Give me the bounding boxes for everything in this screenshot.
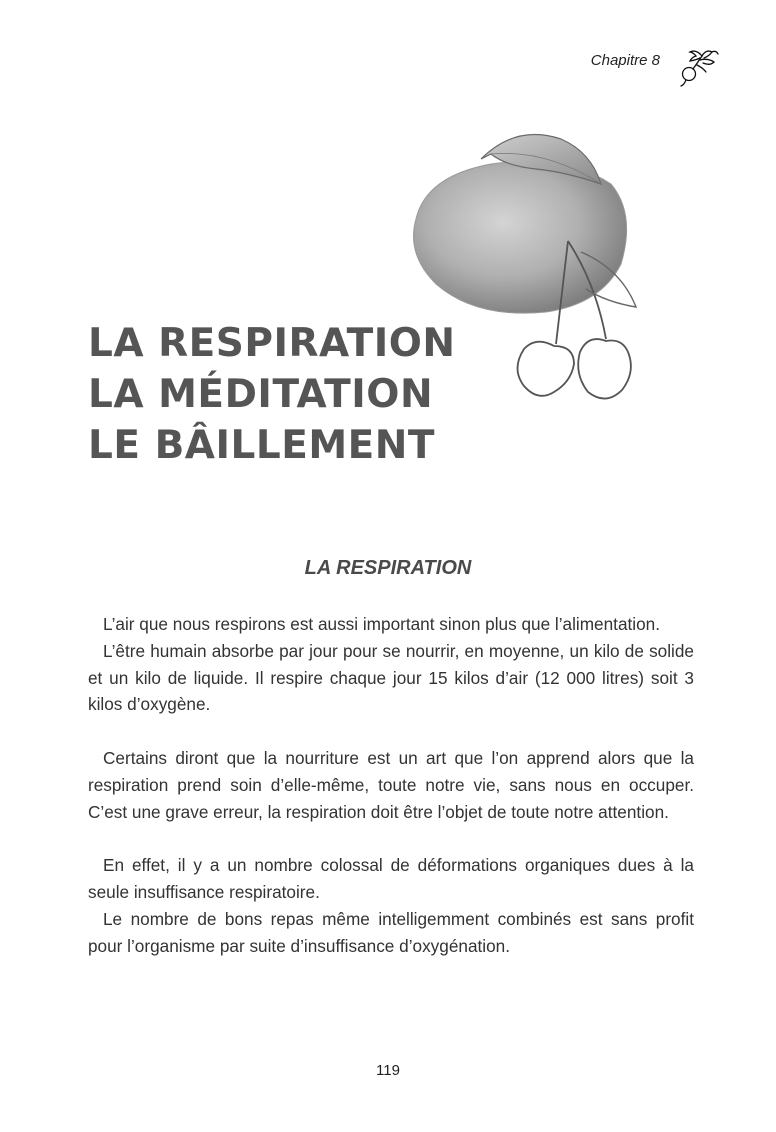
body-text [88,611,694,959]
paragraph: Le nombre de bons repas même intelligemment combinés est sans profit pour l’organisme par suite d’insuffisance d’oxygénation. [88,908,694,956]
chapter-title-line: LA RESPIRATION [88,321,456,366]
paragraph: L’air que nous respirons est aussi important sinon plus que l’alimentation. [103,614,660,634]
radish-sprig-icon [676,46,722,88]
running-header-chapter: Chapitre 8 [590,52,660,69]
chapter-title-line: LE BÂILLEMENT [88,423,436,468]
chapter-title [88,318,456,471]
paragraph: En effet, il y a un nombre colossal de déformations organiques dues à la seule insuffisance respiratoire. [88,855,694,902]
page-number: 119 [376,1062,400,1079]
chapter-title-line: LA MÉDITATION [88,372,434,417]
paragraph: L’être humain absorbe par jour pour se nourrir, en moyenne, un kilo de solide et un kilo de liquide. Il respire chaque jour 15 kilos d’air (12 000 litres) soit 3 kilos d’oxygène. [88,640,694,715]
mango [414,162,627,314]
paragraph: Certains diront que la nourriture est un art que l’on apprend alors que la respiration prend soin d’elle-même, toute notre vie, sans nous en occuper. C’est une grave erreur, la respiration doit être l’objet de toute notre attention. [88,747,694,822]
section-heading: LA RESPIRATION [304,557,472,579]
